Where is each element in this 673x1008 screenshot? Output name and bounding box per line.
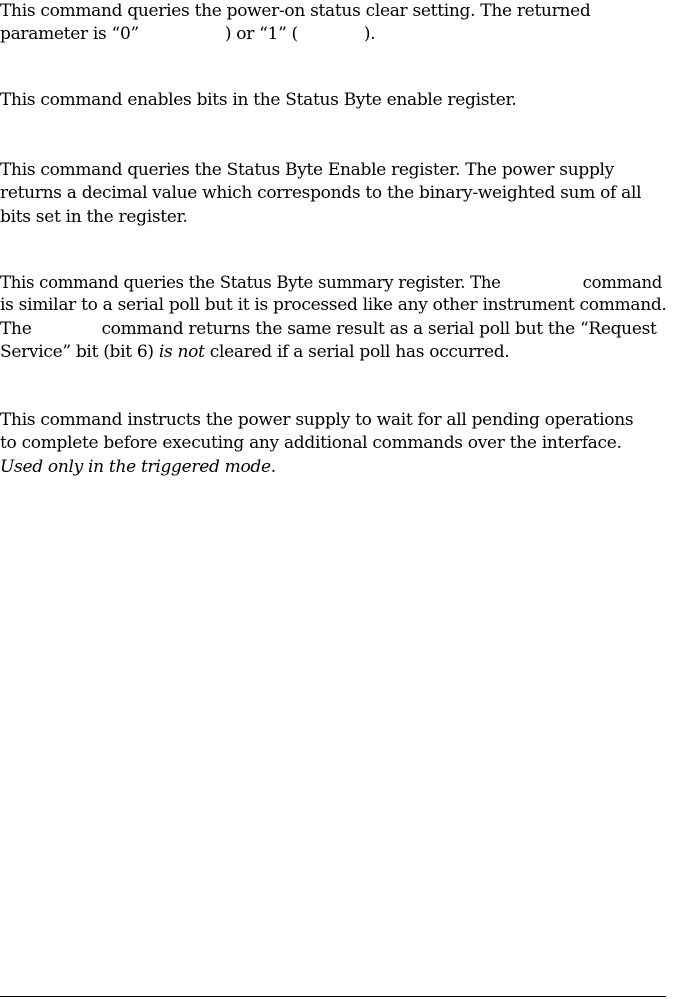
stb-query-text-f: cleared if a serial poll has occurred. (209, 341, 510, 362)
stb-query-description (0, 271, 667, 364)
psc-query-description (0, 0, 667, 47)
page-bottom-rule (0, 996, 666, 997)
wai-line-1: This command instructs the power supply to wait for all pending operations (0, 410, 634, 430)
psc-query-text-b: ) or “1” ( (224, 24, 298, 45)
psc-query-line-1: This command queries the power-on status clear setting. The returned (0, 1, 591, 21)
wai-description (0, 409, 667, 479)
sre-line-1: This command enables bits in the Status Byte enable register. (0, 90, 517, 110)
stb-query-text-e: Service” bit (bit 6) (0, 341, 154, 362)
stb-query-text-c: The (0, 318, 32, 339)
stb-query-emphasis: is not (158, 341, 205, 362)
wai-note: Used only in the triggered mode. (0, 456, 276, 477)
wai-line-3 (0, 456, 667, 479)
sre-query-line-1: This command queries the Status Byte Enable register. The power supply (0, 160, 614, 180)
stb-query-text-d: command returns the same result as a serial poll but the “Request (101, 318, 657, 339)
psc-query-text-c: ). (363, 24, 376, 45)
stb-query-text-a: This command queries the Status Byte summary register. The (0, 273, 501, 292)
stb-query-text-b: command (582, 273, 663, 292)
stb-query-line-1 (0, 271, 667, 294)
psc-query-text-a: parameter is “0” (0, 24, 139, 45)
sre-query-description (0, 159, 667, 229)
psc-query-line-2 (0, 23, 667, 46)
stb-query-line-3 (0, 318, 667, 341)
sre-query-line-3: bits set in the register. (0, 206, 188, 227)
wai-line-2: to complete before executing any additional commands over the interface. (0, 433, 622, 454)
stb-query-line-4 (0, 341, 667, 364)
stb-query-line-2: is similar to a serial poll but it is processed like any other instrument command. (0, 295, 667, 316)
sre-description (0, 89, 667, 112)
sre-query-line-2: returns a decimal value which corresponds to the binary-weighted sum of all (0, 183, 642, 204)
